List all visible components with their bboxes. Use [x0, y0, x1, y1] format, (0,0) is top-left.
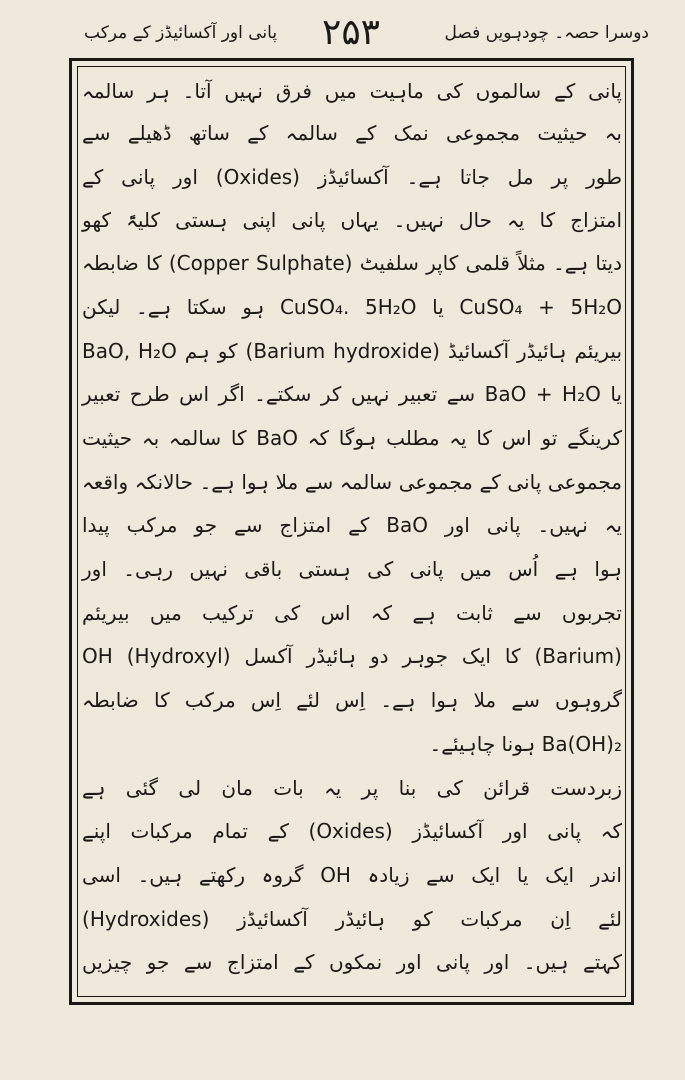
body-line-21: کہتے ہیں۔ اور پانی اور نمکوں کے امتزاج سے جو چیزیں [82, 950, 622, 974]
body-line-9: کرینگے تو اس کا یہ مطلب ہوگا کہ BaO کا سالمہ بہ حیثیت [82, 426, 622, 450]
header-part-chapter: دوسرا حصہ۔ چودہویں فصل [444, 23, 649, 43]
body-line-4: امتزاج کا یہ حال نہیں۔ یہاں پانی اپنی ہستی کلیۃً کھو [82, 208, 622, 232]
body-line-8: یا BaO + H₂O سے تعبیر نہیں کر سکتے۔ اگر اس طرح تعبیر [82, 382, 622, 406]
body-line-3: طور پر مل جاتا ہے۔ آکسائیڈز (Oxides) اور پانی کے [82, 165, 622, 189]
body-line-7: بیریئم ہائیڈر آکسائیڈ (Barium hydroxide) کو ہم BaO, H₂O [82, 339, 623, 363]
body-line-14: (Barium) کا ایک جوہر دو ہائیڈر آکسل (Hydroxyl) OH [82, 644, 622, 668]
body-line-16: Ba(OH)₂ ہونا چاہیئے۔ [429, 732, 622, 756]
body-line-11: یہ نہیں۔ پانی اور BaO کے امتزاج سے جو مرکب پیدا [82, 513, 623, 537]
body-line-12: ہوا ہے اُس میں پانی کی ہستی باقی نہیں رہی۔ اور [82, 557, 622, 581]
body-line-2: بہ حیثیت مجموعی نمک کے سالمہ کے ساتھ ڈھیلے سے [82, 121, 622, 145]
body-line-1: پانی کے سالموں کی ماہیت میں فرق نہیں آتا۔ ہر سالمہ [82, 79, 622, 103]
body-line-20: لئے اِن مرکبات کو ہائیڈر آکسائیڈز (Hydroxides) [82, 907, 622, 931]
body-line-5: دیتا ہے۔ مثلاً قلمی کاپر سلفیٹ (Copper Sulphate) کا ضابطہ [82, 251, 623, 275]
body-line-13: تجربوں سے ثابت ہے کہ اس کی ترکیب میں بیریئم [82, 601, 622, 625]
body-line-18: کہ پانی اور آکسائیڈز (Oxides) کے تمام مرکبات اپنے [82, 819, 623, 843]
body-line-19: اندر ایک یا ایک سے زیادہ OH گروہ رکھتے ہیں۔ اسی [82, 863, 622, 887]
header-section-title: پانی اور آکسائیڈز کے مرکب [84, 23, 278, 43]
body-line-6: CuSO₄ + 5H₂O یا CuSO₄. 5H₂O ہو سکتا ہے۔ لیکن [82, 295, 623, 319]
page-number: ۲۵۳ [322, 12, 381, 53]
body-line-15: گروہوں سے ملا ہوا ہے۔ اِس لئے اِس مرکب کا ضابطہ [82, 688, 622, 712]
body-line-17: زبردست قرائن کی بنا پر یہ بات مان لی گئی ہے [82, 776, 622, 800]
running-header [0, 0, 685, 55]
body-line-10: مجموعی پانی کے مجموعی سالمہ سے ملا ہوا ہے۔ حالانکہ واقعہ [82, 470, 622, 494]
